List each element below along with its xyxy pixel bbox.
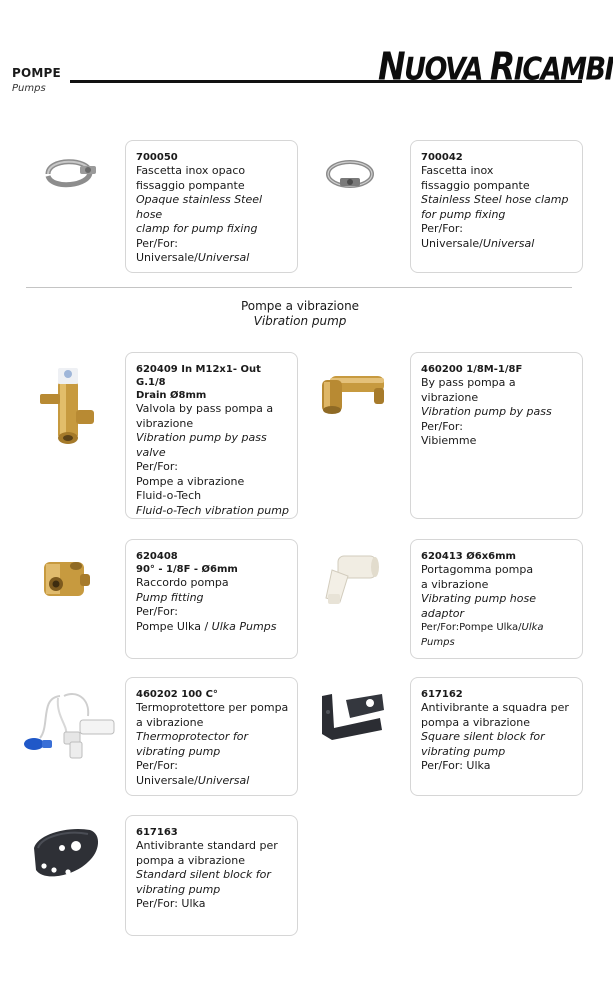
bypass-valve-image — [36, 364, 100, 448]
product-card-617163: 617163 Antivibrante standard per pompa a vibrazione Standard silent block for vibrating pump Per/For: Ulka — [125, 815, 298, 936]
product-card-700050: 700050 Fascetta inox opaco fissaggio pompante Opaque stainless Steel hose clamp for pump fixing Per/For: Universale/Universal — [125, 140, 298, 273]
hose-clamp-image — [322, 152, 380, 194]
product-card-460202: 460202 100 C° Termoprotettore per pompa a vibrazione Thermoprotector for vibrating pump Per/For: Universale/Universal — [125, 677, 298, 796]
section-title: Pompe a vibrazione — [240, 299, 360, 313]
product-card-620408: 620408 90° - 1/8F - Ø6mm Raccordo pompa Pump fitting Per/For: Pompe Ulka / Ulka Pumps — [125, 539, 298, 659]
thermoprotector-image — [20, 686, 120, 762]
page-title: POMPE — [12, 66, 61, 80]
square-silent-block-image — [316, 688, 390, 742]
product-card-700042: 700042 Fascetta inox fissaggio pompante Stainless Steel hose clamp for pump fixing Per/For: Universale/Universal — [410, 140, 583, 273]
brand-logo: NUOVA RICAMBI — [378, 44, 613, 89]
hose-clamp-image — [38, 152, 100, 194]
product-card-620413: 620413 Ø6x6mm Portagomma pompa a vibrazione Vibrating pump hose adaptor Per/For:Pompe Ulka/Ulka Pumps — [410, 539, 583, 659]
hose-adaptor-image — [318, 550, 382, 610]
product-card-617162: 617162 Antivibrante a squadra per pompa a vibrazione Square silent block for vibrating pump Per/For: Ulka — [410, 677, 583, 796]
product-card-460200: 460200 1/8M-1/8F By pass pompa a vibrazione Vibration pump by pass Per/For: Vibiemme — [410, 352, 583, 519]
standard-silent-block-image — [28, 822, 104, 886]
page-subtitle: Pumps — [12, 83, 46, 94]
bypass-fitting-image — [316, 366, 390, 418]
product-card-620409: 620409 In M12x1- Out G.1/8 Drain Ø8mm Valvola by pass pompa a vibrazione Vibration pump by pass valve Per/For: Pompe a vibrazione Fluid-o-Tech Fluid-o-Tech vibration pump — [125, 352, 298, 519]
section-subtitle: Vibration pump — [253, 314, 347, 328]
pump-fitting-image — [36, 552, 96, 604]
section-divider — [26, 287, 572, 288]
